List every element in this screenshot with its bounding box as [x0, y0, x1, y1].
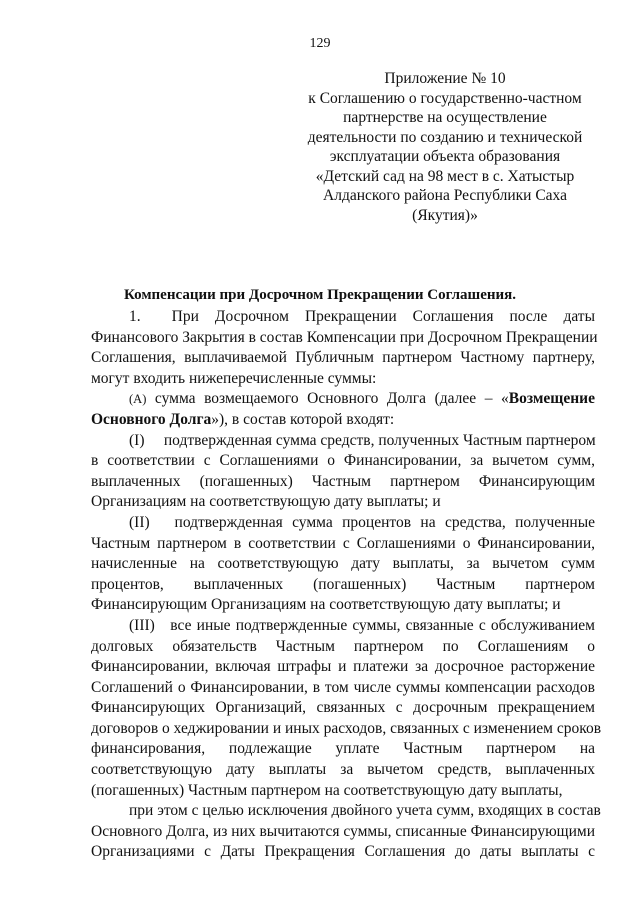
text-line: Соглашений о Финансировании, в том числе суммы компенсации расходов — [91, 678, 595, 696]
document-title: Компенсации при Досрочном Прекращении Соглашения. — [123, 287, 517, 303]
item-a-bold-term: Основного Долга — [91, 410, 212, 428]
item-a-marker: (A) — [129, 392, 147, 407]
text-line: могут входить нижеперечисленные суммы: — [91, 369, 377, 387]
item-a-text: сумма возмещаемого Основного Долга (далее – « — [154, 390, 509, 408]
text-line: Организациями с Даты Прекращения Соглашения до даты выплаты с — [91, 843, 595, 861]
text-line: процентов, выплаченных (погашенных) Частным партнером — [91, 575, 595, 593]
appendix-line: «Детский сад на 98 мест в с. Хатыстыр — [315, 167, 575, 185]
text-line: договоров о хеджировании и иных расходов, связанных с изменением сроков — [91, 719, 602, 737]
text-line: (II) подтвержденная сумма процентов на средства, полученные — [129, 513, 595, 531]
text-line: Финансирующих Организаций, связанных с досрочным прекращением — [91, 699, 595, 717]
appendix-line: Приложение № 10 — [384, 70, 506, 87]
item-a-line — [91, 410, 595, 431]
text-line: в соответствии с Соглашениями о Финансировании, за вычетом сумм, — [91, 452, 595, 470]
text-line: финансирования, подлежащие уплате Частным партнером на — [91, 740, 595, 758]
text-line: начисленные на соответствующую дату выплаты, за вычетом сумм — [91, 555, 595, 573]
text-line: соответствующую дату выплаты за вычетом средств, выплаченных — [91, 761, 595, 779]
appendix-line: к Соглашению о государственно-частном — [308, 89, 582, 107]
text-line: 1. При Досрочном Прекращении Соглашения после даты — [129, 308, 595, 325]
appendix-line: эксплуатации объекта образования — [329, 148, 561, 165]
document-body — [91, 307, 602, 863]
text-line: Финансового Закрытия в состав Компенсации при Досрочном Прекращении — [91, 328, 598, 346]
appendix-line: (Якутия)» — [412, 206, 478, 224]
item-a-line — [91, 389, 595, 410]
text-line: Финансировании, включая штрафы и платежи за досрочное расторжение — [91, 658, 595, 676]
text-line: Соглашения, выплачиваемой Публичным партнером Частному партнеру, — [91, 349, 595, 367]
appendix-line: Алданского района Республики Саха — [323, 187, 567, 204]
appendix-line: партнерстве на осуществление — [343, 109, 547, 126]
text-line: Организациям на соответствующую дату выплаты; и — [91, 493, 441, 511]
text-line: Основного Долга, из них вычитаются суммы, списанные Финансирующими — [91, 822, 595, 840]
text-line: при этом с целью исключения двойного учета сумм, входящих в состав — [129, 802, 601, 820]
text-line: выплаченных (погашенных) Частным партнером Финансирующим — [91, 472, 595, 490]
text-line: долговых обязательств Частным партнером по Соглашениям о — [91, 637, 595, 655]
text-line: (III) все иные подтвержденные суммы, связанные с обслуживанием — [129, 616, 595, 634]
page-number: 129 — [309, 36, 331, 51]
text-line: (I) подтвержденная сумма средств, полученных Частным партнером — [129, 431, 596, 449]
text-line: (погашенных) Частным партнером на соответствующую дату выплаты, — [91, 781, 563, 799]
appendix-line: деятельности по созданию и технической — [307, 128, 583, 146]
text-line: Финансирующим Организациям на соответствующую дату выплаты; и — [91, 596, 561, 614]
item-a-text: »), в состав которой входят: — [211, 410, 395, 428]
appendix-header — [306, 69, 584, 225]
text-line: Частным партнером в соответствии с Соглашениями о Финансировании, — [91, 534, 595, 552]
item-a-bold-term: Возмещение — [508, 390, 595, 408]
